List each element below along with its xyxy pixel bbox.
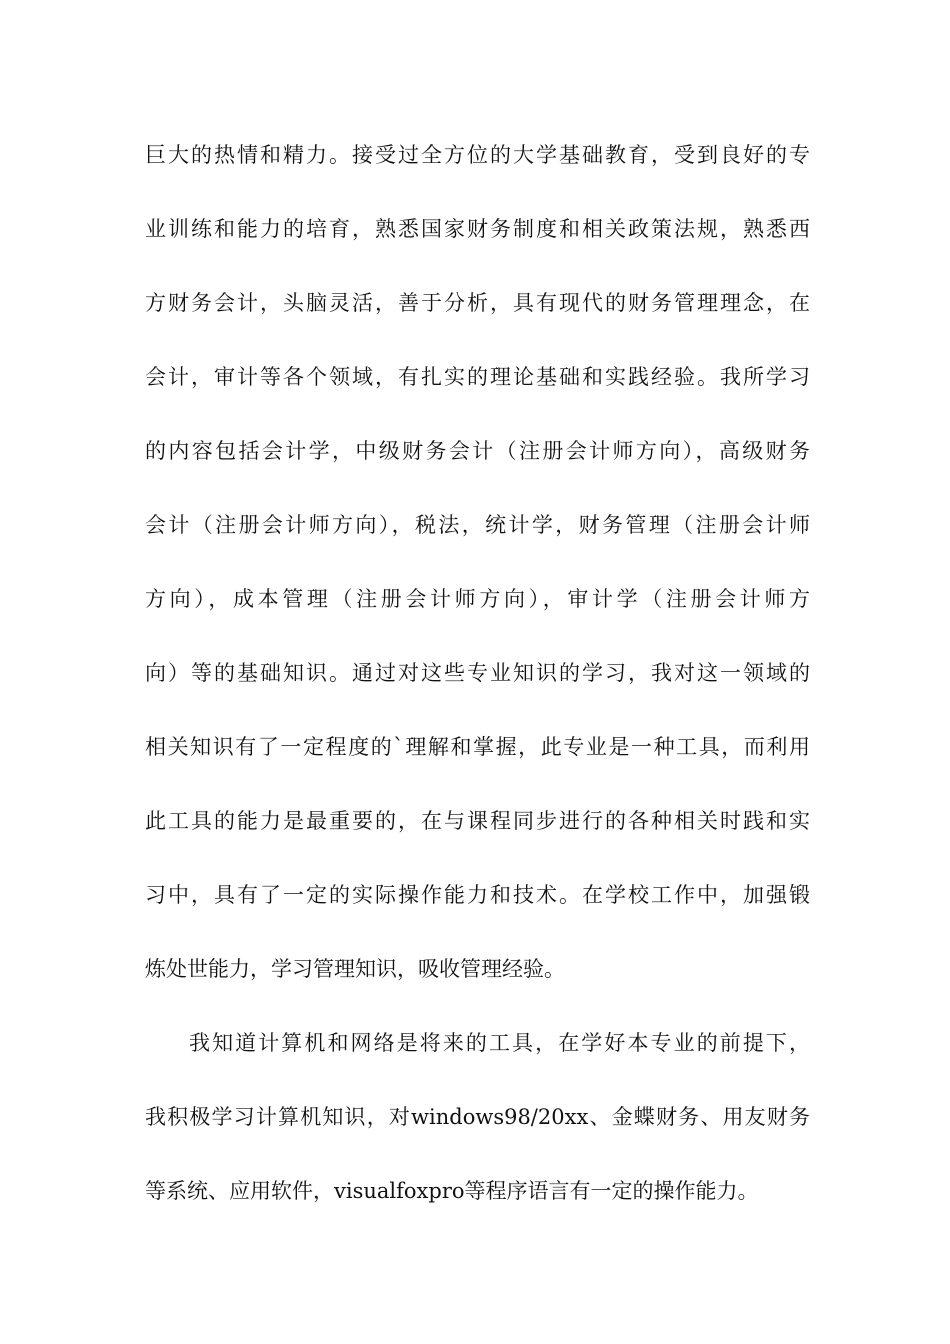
- text-line: 方向），成本管理（注册会计师方向），审计学（注册会计师方: [145, 587, 810, 611]
- paragraph-start-line: 我知道计算机和网络是将来的工具，在学好本专业的前提下，: [189, 1031, 810, 1055]
- text-line: 的内容包括会计学，中级财务会计（注册会计师方向），高级财务: [145, 439, 810, 463]
- body-text: [145, 118, 810, 1228]
- text-line: 我积极学习计算机知识，对windows98/20xx、金蝶财务、用友财务: [145, 1105, 810, 1129]
- paragraph-end-line: 炼处世能力，学习管理知识，吸收管理经验。: [145, 957, 565, 981]
- text-line: 方财务会计，头脑灵活，善于分析，具有现代的财务管理理念，在: [145, 291, 810, 315]
- text-line: 向）等的基础知识。通过对这些专业知识的学习，我对这一领域的: [145, 661, 810, 685]
- text-line: 习中，具有了一定的实际操作能力和技术。在学校工作中，加强锻: [145, 883, 810, 907]
- text-line: 会计，审计等各个领域，有扎实的理论基础和实践经验。我所学习: [145, 365, 810, 389]
- text-line: 此工具的能力是最重要的，在与课程同步进行的各种相关时践和实: [145, 809, 810, 833]
- text-line: 相关知识有了一定程度的`理解和掌握，此专业是一种工具，而利用: [145, 735, 810, 759]
- text-line: 会计（注册会计师方向），税法，统计学，财务管理（注册会计师: [145, 513, 810, 537]
- text-line: 业训练和能力的培育，熟悉国家财务制度和相关政策法规，熟悉西: [145, 217, 810, 241]
- paragraph-end-line: 等系统、应用软件，visualfoxpro等程序语言有一定的操作能力。: [145, 1179, 759, 1203]
- text-line: 巨大的热情和精力。接受过全方位的大学基础教育，受到良好的专: [145, 143, 810, 167]
